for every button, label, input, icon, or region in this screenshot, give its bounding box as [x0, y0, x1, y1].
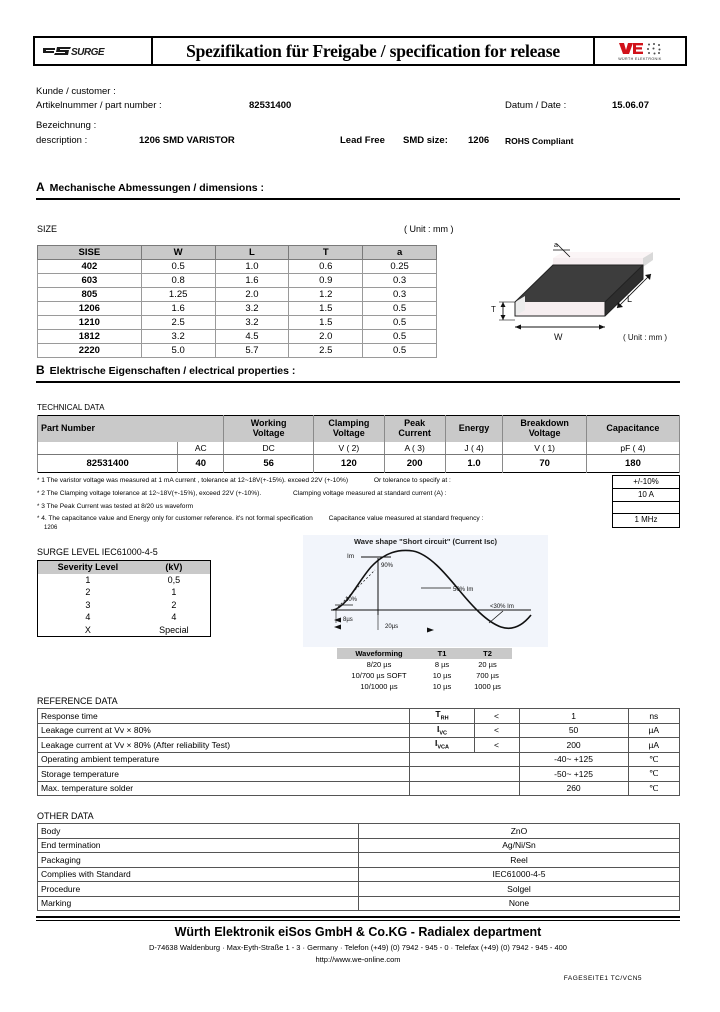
cell-level: 1 [85, 574, 91, 585]
cell-unit: ℃ [628, 767, 679, 782]
lead-free-badge: Lead Free [340, 135, 385, 146]
cell-t: 1.5 [289, 302, 363, 316]
unit-clamping: V ( 2) [314, 442, 385, 455]
table-header-row [38, 246, 437, 260]
section-a-heading [36, 178, 680, 200]
section-b-title: Elektrische Eigenschaften / electrical properties : [49, 365, 296, 377]
footnote-text: 2 The Clamping voltage tolerance at 12~18V(+-15%), exceed 22V (+-10%). [41, 489, 262, 497]
table-row [38, 824, 680, 839]
cell-a: 0.25 [363, 260, 437, 274]
col-header-breakdown-voltage: Breakdown Voltage [503, 416, 586, 442]
col-header-t: T [289, 246, 363, 260]
cell-level: X [84, 624, 91, 635]
cell-value: -40~ +125 [519, 752, 628, 767]
page-title: Spezifikation für Freigabe / specification for release [186, 40, 560, 61]
col-header-w: W [141, 246, 215, 260]
cell-kv: 2 [171, 599, 177, 610]
table-row [38, 738, 680, 753]
section-b-letter: B [36, 363, 45, 377]
reference-data-caption: REFERENCE DATA [37, 696, 118, 706]
col-header-waveforming: Waveforming [337, 648, 421, 659]
other-data-caption: OTHER DATA [37, 811, 94, 821]
cell-symbol [410, 709, 474, 724]
cell-l: 5.7 [215, 344, 289, 358]
bezeichnung-label: Bezeichnung : [36, 120, 97, 131]
table-row [38, 288, 437, 302]
cell-waveform: 10/700 µs SOFT [351, 671, 407, 680]
cell-symbol [410, 752, 519, 767]
cell-value: IEC61000-4-5 [359, 867, 680, 882]
cell-parameter: Max. temperature solder [38, 781, 410, 796]
table-row [38, 781, 680, 796]
dim-label-t: T [491, 305, 496, 314]
cell-value: -50~ +125 [519, 767, 628, 782]
waveform-label-im: Im [347, 553, 355, 560]
table-unit-row [38, 442, 680, 455]
cell-value: 1 [519, 709, 628, 724]
waveform-svg [303, 535, 548, 647]
symbol-subscript: VC [439, 730, 447, 737]
cell-l: 1.0 [215, 260, 289, 274]
section-a-letter: A [36, 180, 45, 194]
cell-t1: 8 µs [434, 660, 450, 669]
cell-unit: ℃ [628, 752, 679, 767]
cell-t1: 10 µs [432, 682, 452, 691]
cell-a: 0.3 [363, 274, 437, 288]
footnote-right-text: Clamping voltage measured at standard current (A) : [293, 489, 447, 497]
col-header-peak-current: Peak Current [384, 416, 445, 442]
cell-a: 0.5 [363, 316, 437, 330]
cell-l: 2.0 [215, 288, 289, 302]
table-row [38, 767, 680, 782]
footnote-marker: * [37, 478, 40, 484]
part-number-label: Artikelnummer / part number : [36, 100, 162, 111]
table-row [38, 723, 680, 738]
symbol-base: I [436, 723, 440, 734]
cell-property: Marking [38, 896, 359, 911]
table-row [38, 302, 437, 316]
dimensions-table [37, 245, 437, 358]
cell-t2: 1000 µs [474, 682, 501, 691]
table-row [38, 853, 680, 868]
smd-size-label: SMD size: [403, 135, 448, 146]
cell-size: 603 [38, 274, 142, 288]
footer-divider-thick [36, 916, 680, 918]
footnote-value-boxes [612, 475, 680, 528]
footnote-row [37, 513, 597, 526]
col-header-working-voltage: Working Voltage [224, 416, 314, 442]
col-header-part-number: Part Number [38, 416, 224, 442]
table-row [38, 344, 437, 358]
description-value: 1206 SMD VARISTOR [139, 135, 235, 146]
cell-value: 50 [519, 723, 628, 738]
unit-capacitance: pF ( 4) [586, 442, 679, 455]
cell-size: 402 [38, 260, 142, 274]
cell-w: 1.6 [141, 302, 215, 316]
cell-t: 1.2 [289, 288, 363, 302]
footnote-text: 3 The Peak Current was tested at 8/20 us waveform [41, 502, 194, 510]
cell-kv: Special [159, 624, 189, 635]
table-row [38, 896, 680, 911]
cell-value: Solgel [359, 882, 680, 897]
footnote-row [37, 501, 597, 514]
waveform-label-30: <30% Im [490, 604, 514, 610]
footnote-box-tolerance: +/-10% [613, 476, 679, 489]
cell-unit: ℃ [628, 781, 679, 796]
cell-ac: 40 [178, 455, 224, 473]
col-header-a: a [363, 246, 437, 260]
cell-l: 3.2 [215, 316, 289, 330]
cell-kv: 1 [171, 587, 177, 598]
footnote-row [37, 475, 597, 488]
col-header-kv: (kV) [138, 561, 211, 574]
cell-symbol [410, 738, 474, 753]
wurth-elektronik-logo-icon [593, 36, 685, 66]
cell-level: 4 [85, 612, 91, 623]
cell-property: Packaging [38, 853, 359, 868]
dim-label-w: W [554, 332, 563, 342]
footnote-box-empty [613, 502, 679, 515]
cell-value: Reel [359, 853, 680, 868]
footnote-box-current: 10 A [613, 489, 679, 502]
cell-a: 0.5 [363, 302, 437, 316]
table-row [337, 659, 512, 670]
section-a-title: Mechanische Abmessungen / dimensions : [49, 182, 264, 194]
waveform-label-10: 10% [345, 597, 358, 603]
cell-value: ZnO [359, 824, 680, 839]
cell-symbol [410, 723, 474, 738]
cell-w: 5.0 [141, 344, 215, 358]
cell-size: 1206 [38, 302, 142, 316]
cell-property: Body [38, 824, 359, 839]
cell-t: 2.5 [289, 344, 363, 358]
col-header-t2: T2 [463, 648, 512, 659]
footnote-right-text: Or tolerance to specify at : [373, 477, 451, 484]
cell-value: 260 [519, 781, 628, 796]
cell-level: 2 [85, 587, 91, 598]
cell-value: Ag/Ni/Sn [359, 838, 680, 853]
cell-breakdown: 70 [503, 455, 586, 473]
cell-kv: 0,5 [167, 574, 181, 585]
unit-dc: DC [224, 442, 314, 455]
waveform-label-90: 90% [381, 563, 394, 569]
symbol-base: T [435, 709, 441, 720]
footer-divider-thin [36, 920, 680, 921]
cell-w: 1.25 [141, 288, 215, 302]
document-title-bar [33, 36, 687, 66]
cell-w: 0.8 [141, 274, 215, 288]
col-header-t1: T1 [421, 648, 463, 659]
table-row [337, 670, 512, 681]
we-mark-svg [618, 41, 644, 56]
customer-label: Kunde / customer : [36, 86, 116, 97]
cell-comparator: < [474, 723, 519, 738]
col-header-sise: SISE [38, 246, 142, 260]
cell-parameter: Leakage current at Vv × 80% (After reliability Test) [38, 738, 410, 753]
waveform-figure [303, 535, 548, 647]
cell-w: 0.5 [141, 260, 215, 274]
cell-energy: 1.0 [445, 455, 503, 473]
cell-t: 0.6 [289, 260, 363, 274]
cell-t: 1.5 [289, 316, 363, 330]
footnotes-list [37, 475, 597, 526]
technical-data-caption: TECHNICAL DATA [37, 403, 105, 412]
cell-l: 4.5 [215, 330, 289, 344]
cell-t2: 700 µs [476, 671, 499, 680]
cell-waveform: 10/1000 µs [360, 682, 398, 691]
cell-w: 3.2 [141, 330, 215, 344]
we-surge-logo-icon [35, 36, 153, 66]
cell-unit: µA [628, 723, 679, 738]
waveform-timing-table [337, 648, 512, 692]
cell-property: Procedure [38, 882, 359, 897]
table-row [38, 838, 680, 853]
footer-company-name: Würth Elektronik eiSos GmbH & Co.KG - Radialex department [174, 925, 542, 939]
table-row [38, 260, 437, 274]
date-label: Datum / Date : [505, 100, 567, 111]
table-row [38, 599, 211, 612]
table-header-row [38, 416, 680, 442]
symbol-base: I [434, 738, 438, 749]
footnote-box-frequency: 1 MHz [634, 515, 658, 525]
section-b-heading [36, 361, 680, 383]
cell-capacitance: 180 [586, 455, 679, 473]
unit-breakdown: V ( 1) [503, 442, 586, 455]
chip-dimension-drawing [475, 230, 685, 345]
cell-value: 200 [519, 738, 628, 753]
description-label: description : [36, 135, 88, 146]
cell-parameter: Storage temperature [38, 767, 410, 782]
waveform-label-t2: 20µs [385, 624, 399, 630]
unit-blank [38, 442, 178, 455]
cell-parameter: Response time [38, 709, 410, 724]
table-row [38, 624, 211, 637]
cell-t1: 10 µs [432, 671, 452, 680]
cell-unit: µA [628, 738, 679, 753]
symbol-subscript: RH [440, 716, 449, 723]
cell-comparator: < [474, 709, 519, 724]
col-header-energy: Energy [445, 416, 503, 442]
table-row [38, 586, 211, 599]
size-caption: SIZE [37, 224, 58, 234]
unit-ac: AC [178, 442, 224, 455]
col-header-capacitance: Capacitance [586, 416, 679, 442]
table-row [38, 274, 437, 288]
table-row [38, 455, 680, 473]
symbol-subscript: VCA [437, 745, 449, 752]
footnote-row [37, 488, 597, 501]
cell-a: 0.3 [363, 288, 437, 302]
cell-waveform: 8/20 µs [366, 660, 392, 669]
cell-t: 0.9 [289, 274, 363, 288]
surge-level-caption: SURGE LEVEL IEC61000-4-5 [37, 547, 158, 557]
cell-symbol [410, 781, 519, 796]
cell-parameter: Operating ambient temperature [38, 752, 410, 767]
cell-comparator: < [474, 738, 519, 753]
cell-dc: 56 [224, 455, 314, 473]
cell-unit: ns [628, 709, 679, 724]
smd-size-value: 1206 [468, 135, 490, 146]
table-row [38, 316, 437, 330]
size-unit-note: ( Unit : mm ) [404, 224, 454, 234]
footnote-right-text: Capacitance value measured at standard frequency : [328, 515, 484, 523]
surge-level-table [37, 560, 211, 637]
table-row [38, 709, 680, 724]
drawing-unit-note: ( Unit : mm ) [623, 333, 667, 342]
table-header-row [38, 561, 211, 574]
technical-data-table [37, 415, 680, 473]
cell-size: 805 [38, 288, 142, 302]
cell-l: 1.6 [215, 274, 289, 288]
col-header-l: L [215, 246, 289, 260]
footnote-text: 1 The varistor voltage was measured at 1 mA current , tolerance at 12~18V(+-15%). exceed 22V (+-10%) [41, 477, 349, 484]
dim-label-a: a [554, 242, 558, 249]
cell-part-number: 82531400 [38, 455, 178, 473]
footnote-text: 4. The capacitance value and Energy only for customer reference. it's not formal specification [41, 515, 313, 523]
dim-label-l: L [627, 294, 633, 304]
we-logo-subtitle: WÜRTH ELEKTRONIK [618, 57, 662, 61]
cell-size: 1812 [38, 330, 142, 344]
table-row [38, 882, 680, 897]
cell-property: End termination [38, 838, 359, 853]
table-row [38, 611, 211, 624]
we-dots-icon [646, 42, 663, 56]
cell-l: 3.2 [215, 302, 289, 316]
footnote-marker: * [37, 516, 40, 523]
cell-t: 2.0 [289, 330, 363, 344]
surge-logo-svg [41, 44, 145, 58]
footnote-subtext: 1206 [44, 525, 58, 531]
table-row [38, 330, 437, 344]
unit-peak: A ( 3) [384, 442, 445, 455]
cell-a: 0.5 [363, 330, 437, 344]
svg-text:SURGE: SURGE [71, 47, 105, 58]
col-header-severity-level: Severity Level [38, 561, 138, 574]
reference-data-table [37, 708, 680, 796]
cell-value: None [359, 896, 680, 911]
cell-symbol [410, 767, 519, 782]
waveform-label-t1: 8µs [343, 617, 353, 623]
footer-address: D-74638 Waldenburg · Max-Eyth-Straße 1 - 3 · Germany · Telefon (+49) (0) 7942 - 945 - 0 · Telefax (+49) (0) 7942 - 945 - 400 [149, 943, 567, 952]
footer-document-code: FAGESEITE1 TC/VCN5 [563, 975, 642, 982]
table-header-row [337, 648, 512, 659]
date-value: 15.06.07 [612, 100, 649, 111]
cell-a: 0.5 [363, 344, 437, 358]
cell-level: 3 [85, 599, 91, 610]
other-data-table [37, 823, 680, 911]
waveform-label-50: 50% Im [453, 587, 474, 593]
col-header-clamping-voltage: Clamping Voltage [314, 416, 385, 442]
table-row [337, 681, 512, 692]
waveform-caption: Wave shape "Short circuit" (Current Isc) [353, 537, 498, 546]
cell-size: 1210 [38, 316, 142, 330]
cell-kv: 4 [171, 612, 177, 623]
footnote-marker: * [37, 503, 40, 510]
cell-size: 2220 [38, 344, 142, 358]
footnote-marker: * [37, 490, 40, 497]
part-number-value: 82531400 [249, 100, 292, 111]
table-row [38, 574, 211, 587]
cell-property: Complies with Standard [38, 867, 359, 882]
footer-website-url[interactable]: http://www.we-online.com [315, 955, 401, 964]
rohs-badge: ROHS Compliant [505, 136, 574, 146]
cell-clamping: 120 [314, 455, 385, 473]
cell-w: 2.5 [141, 316, 215, 330]
cell-parameter: Leakage current at Vv × 80% [38, 723, 410, 738]
table-row [38, 867, 680, 882]
cell-peak: 200 [384, 455, 445, 473]
table-row [38, 752, 680, 767]
cell-t2: 20 µs [478, 660, 497, 669]
unit-energy: J ( 4) [445, 442, 503, 455]
